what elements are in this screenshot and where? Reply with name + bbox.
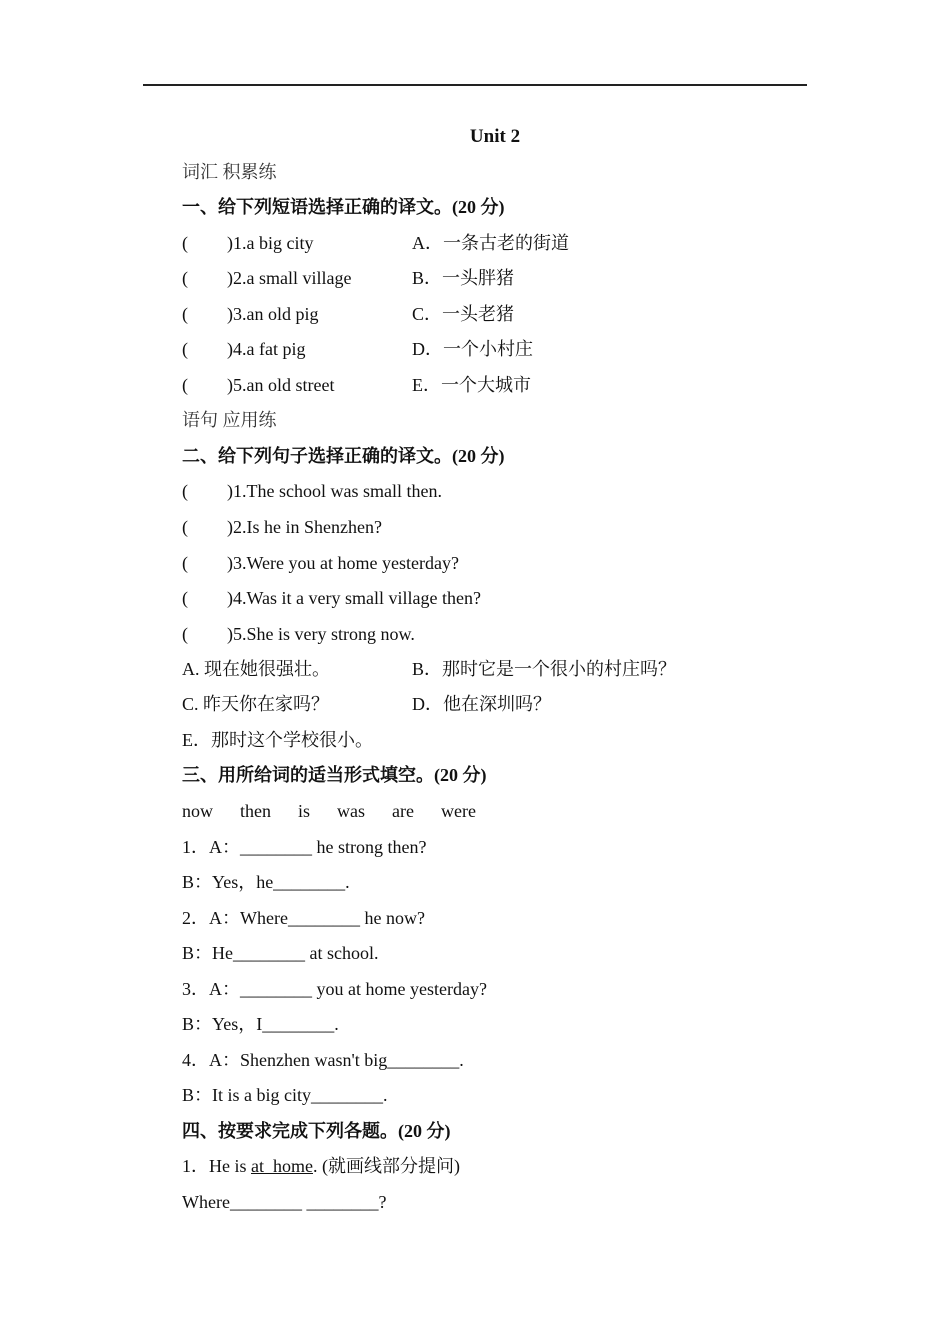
underlined-phrase: at home [251, 1156, 313, 1176]
part1-option-c: C．一头老猪 [412, 304, 515, 324]
answer-blank[interactable]: ( [182, 304, 188, 324]
fill-line-3[interactable]: 2．A：Where________ he now? [182, 908, 425, 928]
item-text: )1.a big city [227, 233, 314, 253]
item-text: )3.an old pig [227, 304, 319, 324]
word-bank-item: was [337, 801, 366, 821]
part1-option-d: D．一个小村庄 [412, 339, 533, 359]
fill-line-2[interactable]: B：Yes，he________. [182, 872, 350, 892]
part1-option-b: B．一头胖猪 [412, 268, 515, 288]
header-rule [143, 84, 807, 86]
part2-item-5 [182, 622, 415, 646]
unit-title: Unit 2 [469, 126, 521, 147]
part1-heading: 一、给下列短语选择正确的译文。(20 分) [182, 197, 505, 217]
answer-blank[interactable]: ( [182, 268, 188, 288]
item-text: )2.Is he in Shenzhen? [227, 517, 382, 537]
part4-answer-1[interactable]: Where________ ________? [182, 1192, 387, 1212]
fill-line-8[interactable]: B：It is a big city________. [182, 1085, 388, 1105]
answer-blank[interactable]: ( [182, 553, 188, 573]
part1-option-e: E．一个大城市 [412, 375, 531, 395]
part2-heading: 二、给下列句子选择正确的译文。(20 分) [182, 446, 505, 466]
part3-heading: 三、用所给词的适当形式填空。(20 分) [182, 765, 487, 785]
fill-line-6[interactable]: B：Yes，I________. [182, 1014, 339, 1034]
question-suffix: . (就画线部分提问) [312, 1156, 460, 1176]
part2-item-4 [182, 586, 481, 610]
part2-option-a: A. 现在她很强壮。 [182, 659, 330, 679]
word-bank-item: are [392, 801, 414, 821]
part1-option-a: A．一条古老的街道 [412, 233, 569, 253]
fill-line-7[interactable]: 4．A：Shenzhen wasn't big________. [182, 1050, 464, 1070]
answer-blank[interactable]: ( [182, 481, 188, 501]
part1-item-4 [182, 337, 305, 361]
item-text: )4.Was it a very small village then? [227, 588, 481, 608]
item-text: )1.The school was small then. [227, 481, 442, 501]
part1-item-3 [182, 302, 319, 326]
fill-line-1[interactable]: 1．A：________ he strong then? [182, 837, 427, 857]
word-bank-item: is [298, 801, 311, 821]
part1-category: 词汇 积累练 [182, 162, 277, 182]
part2-option-e: E．那时这个学校很小。 [182, 730, 373, 750]
word-bank-item: then [240, 801, 271, 821]
word-bank-item: were [441, 801, 476, 821]
answer-blank[interactable]: ( [182, 588, 188, 608]
fill-line-4[interactable]: B：He________ at school. [182, 943, 379, 963]
part2-item-1 [182, 479, 442, 503]
question-prefix: 1．He is [182, 1156, 251, 1176]
part2-option-d: D．他在深圳吗？ [412, 694, 551, 714]
part2-option-b: B．那时它是一个很小的村庄吗？ [412, 659, 677, 679]
answer-blank[interactable]: ( [182, 517, 188, 537]
item-text: )2.a small village [227, 268, 352, 288]
item-text: )5.She is very strong now. [227, 624, 415, 644]
part1-item-5 [182, 373, 334, 397]
answer-blank[interactable]: ( [182, 624, 188, 644]
fill-line-5[interactable]: 3．A：________ you at home yesterday? [182, 979, 487, 999]
answer-blank[interactable]: ( [182, 375, 188, 395]
word-bank [182, 799, 503, 823]
item-text: )4.a fat pig [227, 339, 306, 359]
answer-blank[interactable]: ( [182, 233, 188, 253]
part2-category: 语句 应用练 [182, 410, 277, 430]
answer-blank[interactable]: ( [182, 339, 188, 359]
part4-heading: 四、按要求完成下列各题。(20 分) [182, 1121, 451, 1141]
part2-item-3 [182, 551, 459, 575]
part2-option-c: C. 昨天你在家吗？ [182, 694, 330, 714]
item-text: )3.Were you at home yesterday? [227, 553, 459, 573]
part2-item-2 [182, 515, 382, 539]
item-text: )5.an old street [227, 375, 335, 395]
part4-question-1 [182, 1154, 460, 1178]
word-bank-item: now [182, 801, 213, 821]
part1-item-1 [182, 231, 313, 255]
part1-item-2 [182, 266, 351, 290]
